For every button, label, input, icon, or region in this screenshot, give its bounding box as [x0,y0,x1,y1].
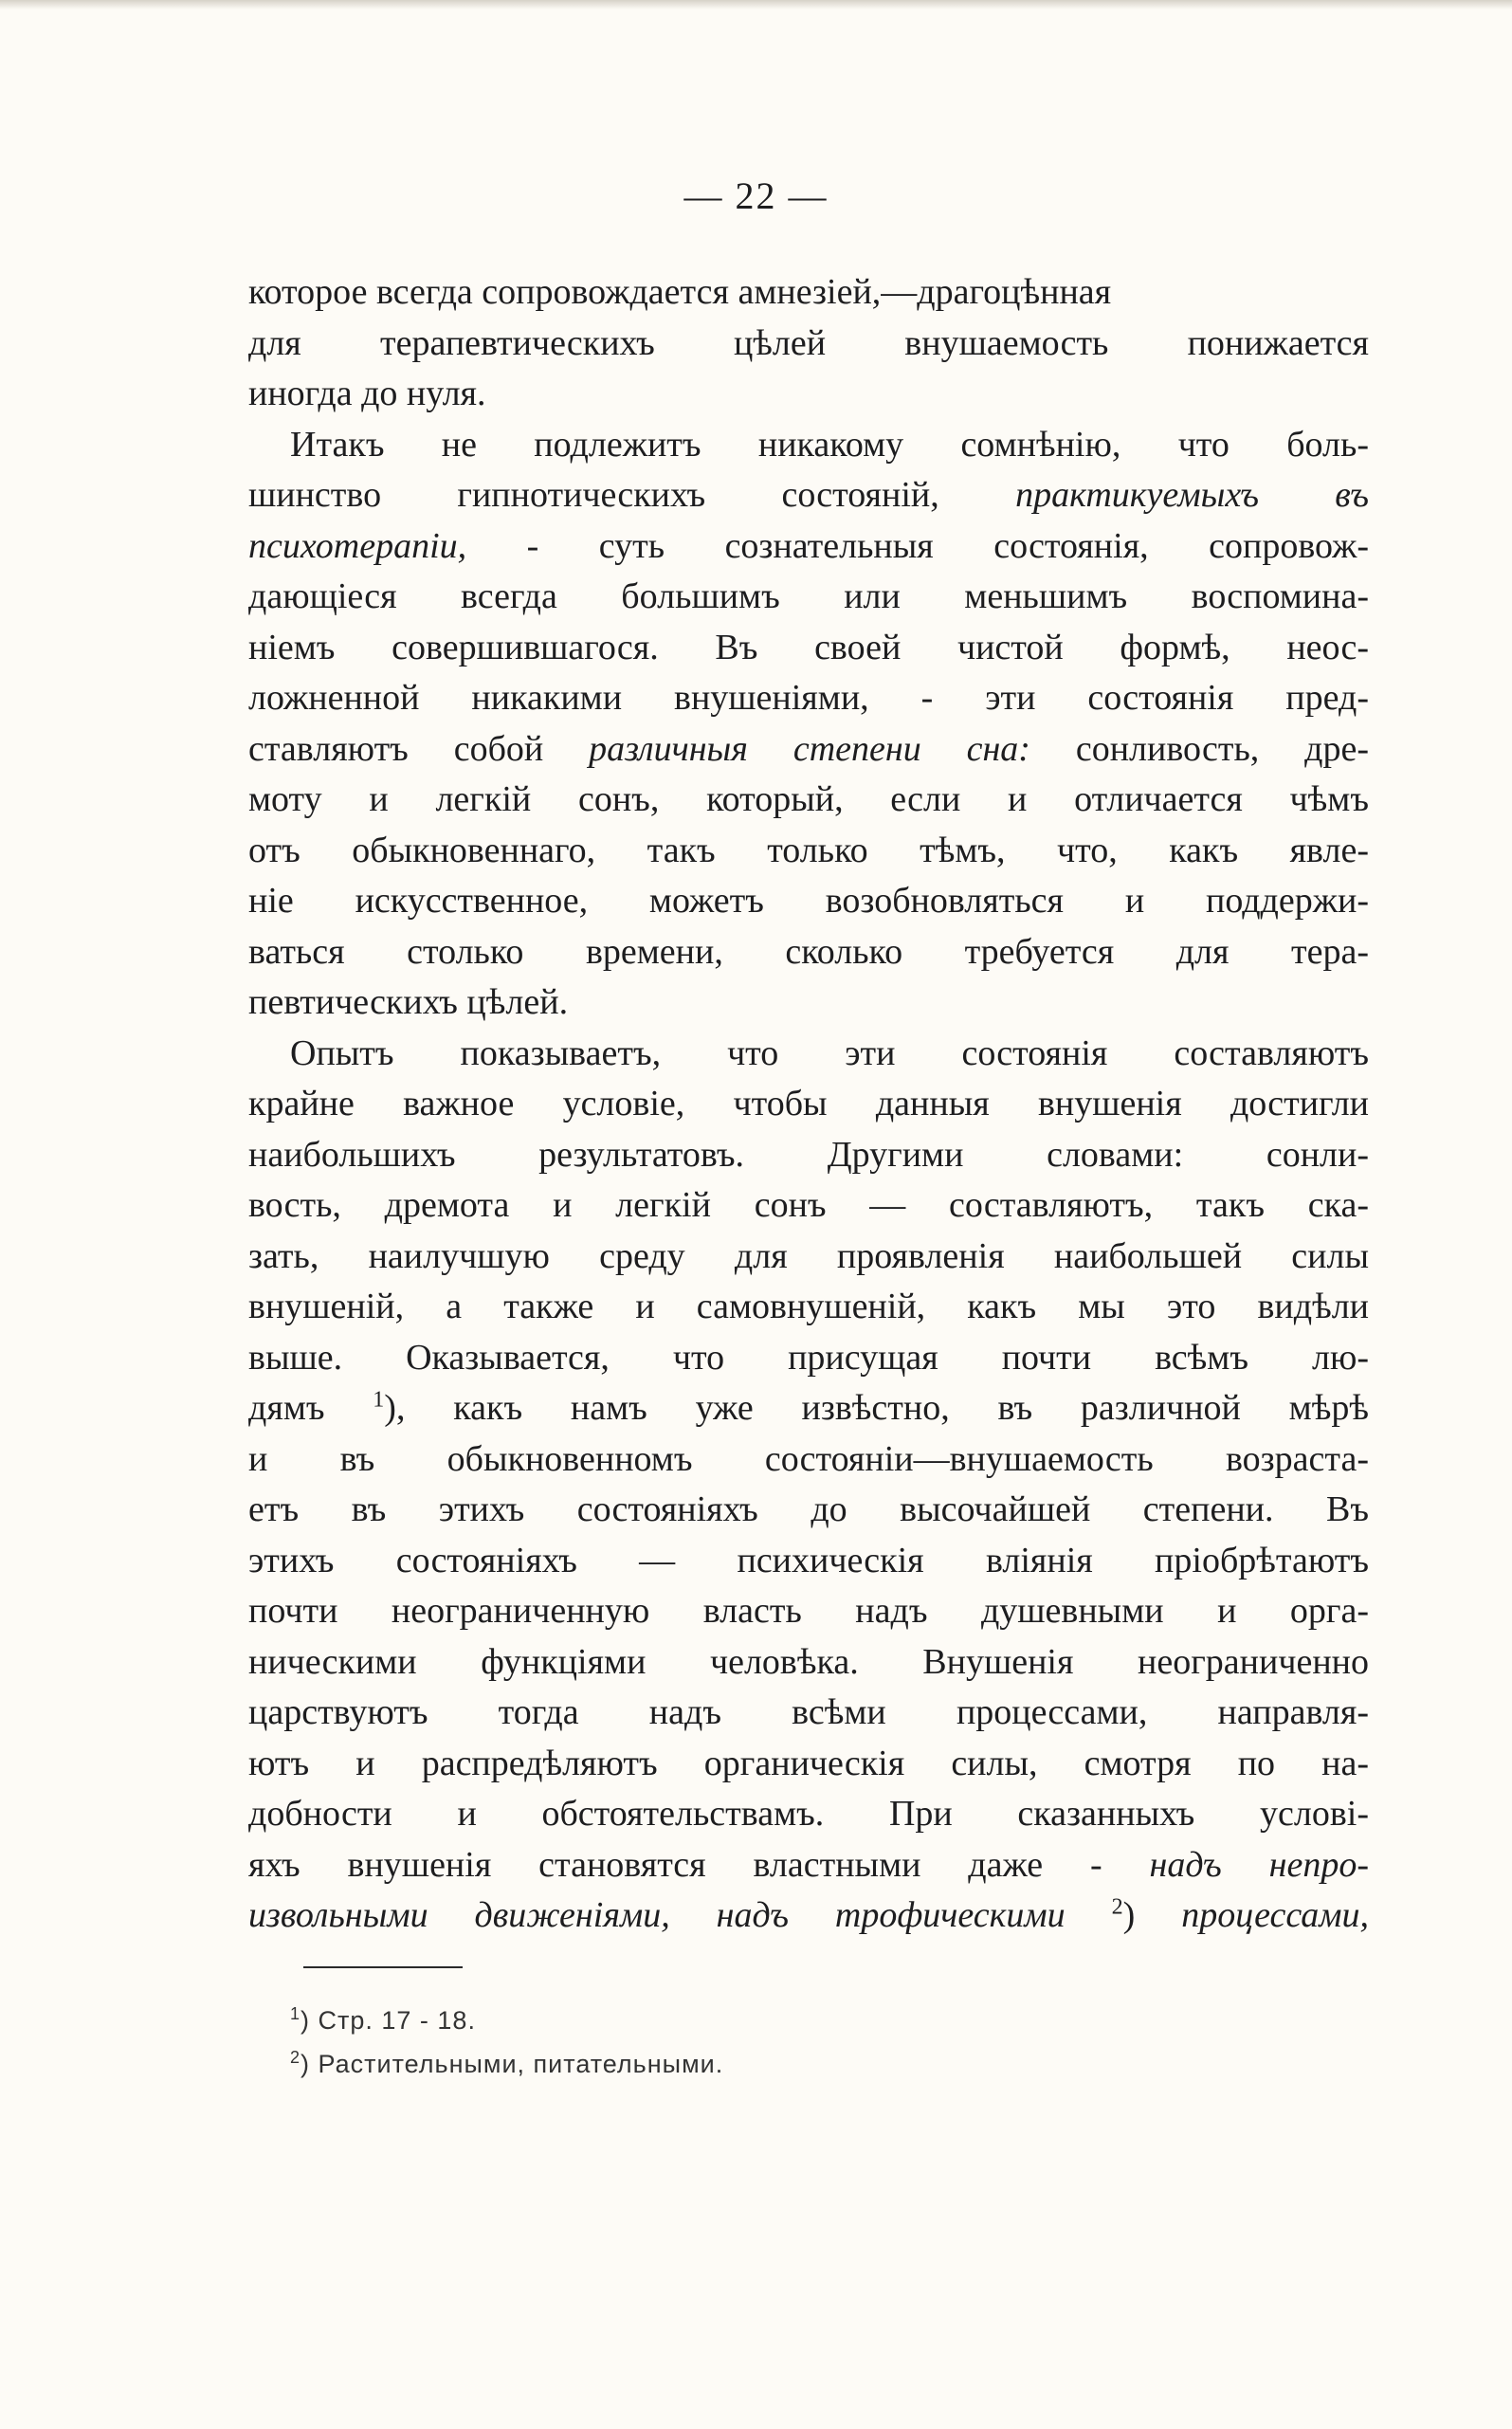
italic-text: извольными движеніями, надъ трофическими [248,1895,1066,1935]
text-line [248,1586,1369,1637]
text-line [248,1130,1369,1181]
text-line [248,826,1369,877]
text-line [248,470,1369,521]
text-line [248,1840,1369,1891]
footnote-mark: 1 [290,2004,301,2023]
footnote-text: ) Растительными, питательными. [301,2050,724,2078]
text-line [248,1029,1369,1080]
text-line [248,267,1369,319]
text-line [248,1079,1369,1130]
text-line [248,775,1369,826]
text-run: зать, наилучшую среду для проявленія наибольшей силы [248,1235,1369,1276]
text-line [248,1739,1369,1790]
text-run: Итакъ не подлежитъ никакому сомнѣнію, что боль- [290,424,1369,465]
text-run: - суть сознательныя состоянія, сопровож- [466,525,1369,566]
italic-text: психотерапіи, [248,525,467,566]
text-run: ваться столько времени, сколько требуется для тера- [248,931,1369,972]
italic-text: практикуемыхъ въ [1015,475,1369,515]
text-run: иногда до нуля. [248,374,486,413]
body-text [248,267,1369,1942]
text-run: сонливость, дре- [1029,728,1370,769]
text-run: этихъ состояніяхъ — психическія вліянія пріобрѣтаютъ [248,1540,1369,1580]
text-line [248,1282,1369,1333]
text-run: ніемъ совершившагося. Въ своей чистой формѣ, неос- [248,627,1369,667]
text-run: и въ обыкновенномъ состояніи—внушаемость возраста- [248,1438,1369,1479]
text-line [248,369,1369,420]
text-line [248,623,1369,674]
text-line [248,521,1369,573]
text-line [248,1180,1369,1232]
text-line [248,1383,1369,1434]
text-run: отъ обыкновеннаго, такъ только тѣмъ, что, какъ явле- [248,830,1369,870]
text-run: Опытъ показываетъ, что эти состоянія составляютъ [290,1032,1369,1073]
text-run: яхъ внушенія становятся властными даже [248,1844,1090,1885]
text-run: ютъ и распредѣляютъ органическія силы, смотря по на- [248,1743,1369,1783]
text-line [248,1688,1369,1739]
text-line [248,927,1369,978]
text-run: вость, дремота и легкій сонъ — составляютъ, такъ ска- [248,1185,1369,1225]
text-line [248,1890,1369,1942]
text-run: ), какъ намъ уже извѣстно, въ различной мѣрѣ [384,1388,1369,1428]
text-run: ложненной никакими внушеніями, - эти состоянія пред- [248,678,1369,718]
text-line [248,1485,1369,1536]
text-run: дямъ [248,1388,373,1428]
footnote-mark: 2 [290,2048,301,2067]
footnotes [290,1999,1143,2086]
text-line [248,1434,1369,1486]
text-line [248,977,1369,1029]
footnote-divider [303,1966,463,1968]
page-number: — 22 — [683,174,829,217]
text-run: ніе искусственное, можетъ возобновляться и поддержи- [248,881,1369,921]
text-run: крайне важное условіе, чтобы данныя внушенія достигли [248,1084,1369,1123]
text-run: дающіеся всегда большимъ или меньшимъ воспомина- [248,576,1369,616]
text-run: наибольшихъ результатовъ. Другими словами: сонли- [248,1134,1369,1175]
italic-text: процессами, [1181,1895,1369,1935]
text-run: выше. Оказывается, что присущая почти всѣмъ лю- [248,1337,1369,1378]
text-line [248,876,1369,927]
italic-text: различныя степени сна: [589,728,1030,769]
text-line [248,420,1369,471]
text-line [248,1789,1369,1840]
text-line [248,572,1369,623]
text-run: царствуютъ тогда надъ всѣми процессами, направля- [248,1692,1369,1732]
text-run: ническими функціями человѣка. Внушенія неограниченно [248,1641,1369,1682]
text-run: певтическихъ цѣлей. [248,982,569,1022]
text-line [248,1333,1369,1384]
text-run: внушеній, а также и самовнушеній, какъ мы это видѣли [248,1287,1369,1326]
text-line [248,1637,1369,1689]
italic-text: - надъ непро- [1089,1844,1369,1885]
text-line [248,319,1369,370]
footnote [290,2042,1143,2086]
footnote-reference: 1 [373,1387,385,1413]
text-run: моту и легкій сонъ, который, если и отличается чѣмъ [248,779,1369,819]
text-line [248,673,1369,724]
text-run: для терапевтическихъ цѣлей внушаемость понижается [248,322,1369,363]
footnote-text: ) Стр. 17 - 18. [301,2006,476,2035]
text-run: шинство гипнотическихъ состояній, [248,475,1016,515]
text-run: ) [1122,1895,1182,1935]
text-line [248,724,1369,776]
page-top-edge [0,0,1512,9]
text-line [248,1536,1369,1587]
footnote-reference: 2 [1111,1894,1123,1920]
text-run: етъ въ этихъ состояніяхъ до высочайшей степени. Въ [248,1489,1369,1529]
text-line [248,1232,1369,1283]
footnote [290,1999,1143,2042]
text-run: добности и обстоятельствамъ. При сказанныхъ услові- [248,1794,1369,1834]
text-run: почти неограниченную власть надъ душевными и орга- [248,1591,1369,1631]
text-run: которое всегда сопровождается амнезіей,—драгоцѣнная [248,272,1112,312]
text-run [1066,1895,1112,1935]
text-run: ставляютъ собой [248,728,590,769]
